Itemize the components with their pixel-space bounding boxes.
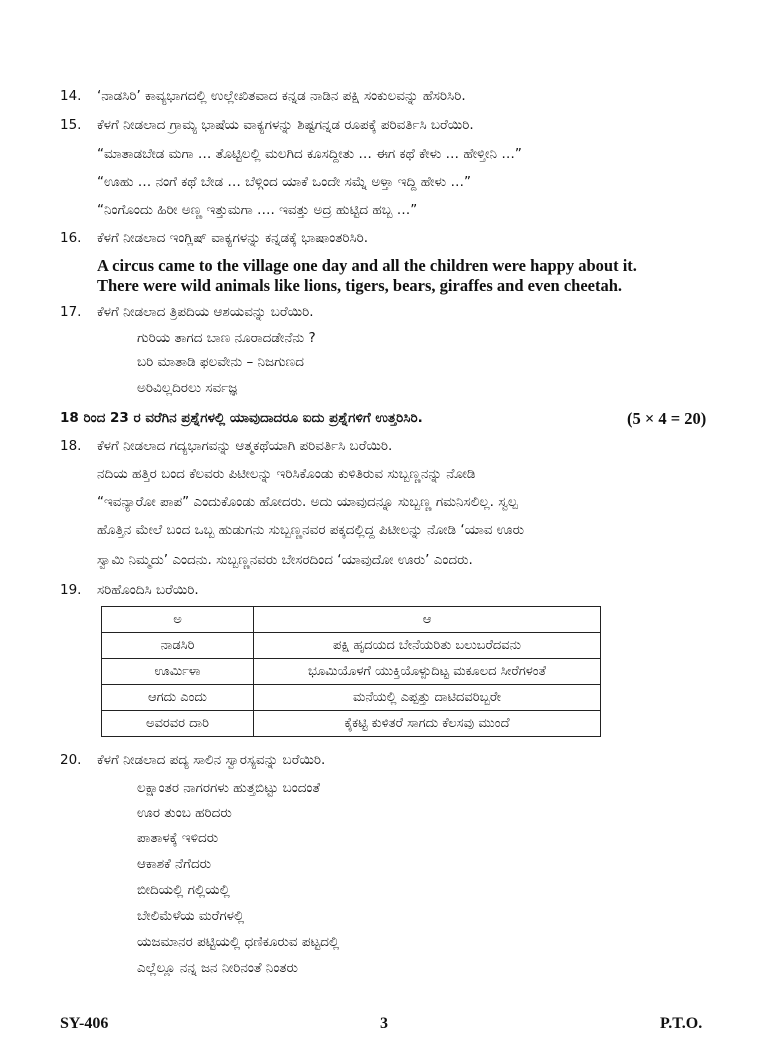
q18-line-3: ಹೊತ್ತಿನ ಮೇಲೆ ಬಂದ ಒಬ್ಬ ಹುಡುಗನು ಸುಬ್ಬಣ್ಣನವರ ಪಕ್ಕದಲ್ಲಿದ್ದ ಪಿಟೀಲನ್ನು ನೋಡಿ ‘ಯಾವ ಊರು (97, 522, 525, 538)
q20-line-8: ಎಲ್ಲೆಲ್ಲೂ ನನ್ನ ಜನ ನೀರಿನಂತೆ ನಿಂತರು (137, 960, 298, 976)
q20-text: ಕೆಳಗೆ ನೀಡಲಾದ ಪದ್ಯ ಸಾಲಿನ ಸ್ವಾರಸ್ಯವನ್ನು ಬರೆಯಿರಿ. (97, 752, 326, 768)
table-cell: ಮನೆಯಲ್ಲಿ ಎಪ್ಪತ್ತು ದಾಟಿದವರಿಬ್ಬರೇ (254, 685, 601, 711)
q14-number: 14. (60, 88, 82, 104)
pto-label: P.T.O. (660, 1015, 703, 1032)
table-cell: ಕೈಕಟ್ಟಿ ಕುಳಿತರೆ ಸಾಗದು ಕೆಲಸವು ಮುಂದೆ (254, 711, 601, 737)
q16-english-2: There were wild animals like lions, tigers, bears, giraffes and even cheetah. (97, 276, 623, 295)
table-row (102, 659, 601, 685)
q20-line-2: ಊರ ತುಂಬ ಹರಿದರು (137, 805, 232, 821)
q17-line-3: ಅರಿವಿಲ್ಲದಿರಲು ಸರ್ವಜ್ಞ (137, 380, 238, 396)
table-row (102, 633, 601, 659)
q20-line-1: ಲಕ್ಷಾಂತರ ನಾಗರಗಳು ಹುತ್ತಬಿಟ್ಟು ಬಂದಂತೆ (137, 780, 321, 796)
q18-line-4: ಸ್ವಾಮಿ ನಿಮ್ಮದು’ ಎಂದನು. ಸುಬ್ಬಣ್ಣನವರು ಬೇಸರದಿಂದ ‘ಯಾವುದೋ ಊರು’ ಎಂದರು. (97, 552, 473, 568)
q17-number: 17. (60, 304, 82, 320)
q18-number: 18. (60, 438, 82, 454)
table-cell: ಭೂಮಿಯೊಳಗೆ ಯುಕ್ತಿಯೊಳ್ಪುದಿಟ್ಟ ಮಕೂಲದ ಸೀರೆಗಳಂತೆ (254, 659, 601, 685)
q17-text: ಕೆಳಗೆ ನೀಡಲಾದ ತ್ರಿಪದಿಯ ಆಶಯವನ್ನು ಬರೆಯಿರಿ. (97, 304, 314, 320)
q19-number: 19. (60, 582, 82, 598)
q16-english-1: A circus came to the village one day and all the children were happy about it. (97, 256, 637, 275)
q20-line-7: ಯಜಮಾನರ ಪಟ್ಟಿಯಲ್ಲಿ ಧಣಿಕೂರುವ ಪಟ್ಟದಲ್ಲಿ (137, 934, 340, 950)
q19-text: ಸರಿಹೊಂದಿಸಿ ಬರೆಯಿರಿ. (97, 582, 199, 598)
q20-line-3: ಪಾತಾಳಕ್ಕೆ ಇಳಿದರು (137, 830, 219, 846)
q17-line-2: ಬರಿ ಮಾತಾಡಿ ಫಲವೇನು – ನಿಜಗುಣದ (137, 354, 304, 370)
table-cell: ಊರ್ಮಿಳಾ (102, 659, 254, 685)
q15-line-2: “ಊಹು … ನಂಗೆ ಕಥೆ ಬೇಡ … ಬೆಳ್ಗಿಂದ ಯಾಕೆ ಒಂದೇ ಸಮ್ನೆ ಅಳ್ತಾ ಇದ್ದಿ ಹೇಳು …” (97, 174, 471, 190)
table-row (102, 711, 601, 737)
section-marks: (5 × 4 = 20) (627, 409, 707, 428)
footer-code: SY-406 (60, 1015, 109, 1032)
q15-number: 15. (60, 117, 82, 133)
table-cell: ಅವರವರ ದಾರಿ (102, 711, 254, 737)
section-instruction: 18 ರಿಂದ 23 ರ ವರೆಗಿನ ಪ್ರಶ್ನೆಗಳಲ್ಲಿ ಯಾವುದಾದರೂ ಐದು ಪ್ರಶ್ನೆಗಳಿಗೆ ಉತ್ತರಿಸಿರಿ. (60, 410, 423, 426)
q20-line-6: ಬೇಲಿಮೆಳೆಯ ಮರೆಗಳಲ್ಲಿ (137, 908, 245, 924)
q16-text: ಕೆಳಗೆ ನೀಡಲಾದ ಇಂಗ್ಲಿಷ್ ವಾಕ್ಯಗಳನ್ನು ಕನ್ನಡಕ್ಕೆ ಭಾಷಾಂತರಿಸಿರಿ. (97, 230, 369, 246)
q14-text: ‘ನಾಡಸಿರಿ’ ಕಾವ್ಯಭಾಗದಲ್ಲಿ ಉಲ್ಲೇಖಿತವಾದ ಕನ್ನಡ ನಾಡಿನ ಪಕ್ಷಿ ಸಂಕುಲವನ್ನು ಹೆಸರಿಸಿರಿ. (97, 88, 466, 104)
table-cell: ಆಗದು ಎಂದು (102, 685, 254, 711)
q16-number: 16. (60, 230, 82, 246)
page-number: 3 (380, 1015, 388, 1032)
table-header-a: ಅ (102, 607, 254, 633)
q15-text: ಕೆಳಗೆ ನೀಡಲಾದ ಗ್ರಾಮ್ಯ ಭಾಷೆಯ ವಾಕ್ಯಗಳನ್ನು ಶಿಷ್ಟಗನ್ನಡ ರೂಪಕ್ಕೆ ಪರಿವರ್ತಿಸಿ ಬರೆಯಿರಿ. (97, 117, 474, 133)
q18-text: ಕೆಳಗೆ ನೀಡಲಾದ ಗದ್ಯಭಾಗವನ್ನು ಆತ್ಮಕಥೆಯಾಗಿ ಪರಿವರ್ತಿಸಿ ಬರೆಯಿರಿ. (97, 438, 393, 454)
table-row (102, 685, 601, 711)
table-cell: ನಾಡಸಿರಿ (102, 633, 254, 659)
q20-line-5: ಬೀದಿಯಲ್ಲಿ ಗಲ್ಲಿಯಲ್ಲಿ (137, 882, 230, 898)
q18-line-1: ನದಿಯ ಹತ್ತಿರ ಬಂದ ಕೆಲವರು ಪಿಟೀಲನ್ನು ಇರಿಸಿಕೊಂಡು ಕುಳಿತಿರುವ ಸುಬ್ಬಣ್ಣನನ್ನು ನೋಡಿ (97, 466, 476, 482)
q18-line-2: “ಇವನ್ಯಾರೋ ಪಾಪ” ಎಂದುಕೊಂಡು ಹೋದರು. ಅದು ಯಾವುದನ್ನೂ ಸುಬ್ಬಣ್ಣ ಗಮನಿಸಲಿಲ್ಲ. ಸ್ವಲ್ಪ (97, 494, 518, 510)
table-header-row (102, 607, 601, 633)
q17-line-1: ಗುರಿಯ ತಾಗದ ಬಾಣ ನೂರಾದಡೇನೆನು ? (137, 330, 316, 346)
table-header-aa: ಆ (254, 607, 601, 633)
q15-line-3: “ನಿಂಗೊಂದು ಹಿರೀ ಅಣ್ಣ ಇತ್ತುಮಗಾ …. ಇವತ್ತು ಅದ್ರ ಹುಟ್ಟಿದ ಹಬ್ಬ …” (97, 202, 418, 218)
matching-table (101, 606, 601, 737)
table-cell: ಪಕ್ಷಿ ಹೃದಯದ ಬೇನೆಯರಿತು ಬಲುಬರೆದವನು (254, 633, 601, 659)
q20-line-4: ಆಕಾಶಕೆ ನೆಗೆದರು (137, 856, 212, 872)
q20-number: 20. (60, 752, 82, 768)
q15-line-1: “ಮಾತಾಡಬೇಡ ಮಗಾ … ತೊಟ್ಟಿಲಲ್ಲಿ ಮಲಗಿದ ಕೂಸದ್ದೀತು … ಈಗ ಕಥೆ ಕೇಳು … ಹೇಳ್ತೀನಿ …” (97, 146, 522, 162)
